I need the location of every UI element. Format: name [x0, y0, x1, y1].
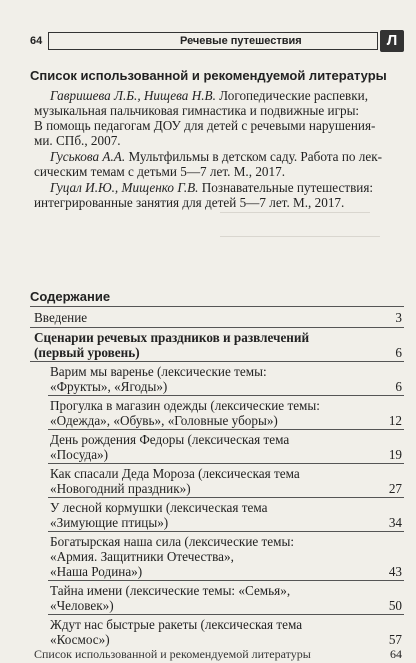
toc-entry-line: Прогулка в магазин одежды (лексические темы:	[50, 398, 320, 413]
toc-entry-line: День рождения Федоры (лексическая тема	[50, 432, 290, 447]
toc-page-number: 64	[390, 647, 402, 661]
entry-text: Логопедические распевки,	[215, 88, 369, 103]
entry-text: Познавательные путешествия:	[198, 180, 374, 195]
entry-authors: Гуцал И.Ю., Мищенко Г.В.	[50, 180, 199, 195]
entry-line: музыкальная пальчиковая гимнастика и подвижные игры:	[34, 103, 360, 118]
toc-divider	[48, 395, 404, 396]
toc-page-number: 34	[388, 515, 402, 530]
toc-page-number: 12	[388, 413, 402, 428]
toc-entry-line: Как спасали Деда Мороза (лексическая тема	[50, 466, 300, 481]
toc-entry-line: «Армия. Защитники Отечества»,	[50, 549, 234, 564]
bleed-through-line	[220, 236, 380, 237]
toc-entry-line: «Наша Родина»)	[50, 564, 143, 579]
section-badge: Л	[380, 30, 404, 52]
toc-entry-line: Тайна имени (лексические темы: «Семья»,	[50, 583, 291, 598]
entry-line: В помощь педагогам ДОУ для детей с речевыми нарушения-	[34, 118, 376, 133]
toc-entry-line: «Одежда», «Обувь», «Головные уборы»)	[50, 413, 278, 428]
entry-authors: Гуськова А.А.	[50, 149, 126, 164]
toc-entry-line: «Новогодний праздник»)	[50, 481, 191, 496]
toc-divider	[48, 497, 404, 498]
running-header	[30, 30, 404, 52]
entry-authors: Гавришева Л.Б., Нищева Н.В.	[50, 88, 216, 103]
toc-page-number: 6	[395, 345, 402, 360]
toc-entry-line: Варим мы варенье (лексические темы:	[50, 364, 267, 379]
entry-line	[50, 180, 373, 195]
toc-page-number: 3	[395, 310, 402, 325]
toc-entry-line: «Фрукты», «Ягоды»)	[50, 379, 168, 394]
toc-entry-line: Ждут нас быстрые ракеты (лексическая тема	[50, 617, 303, 632]
toc-divider	[48, 429, 404, 430]
toc-page-number: 57	[388, 632, 402, 647]
toc-section-line: (первый уровень)	[34, 345, 140, 360]
toc-entry-label: Введение	[34, 310, 88, 325]
bleed-through-line	[220, 212, 370, 213]
toc-entry-line: У лесной кормушки (лексическая тема	[50, 500, 268, 515]
entry-line: сическим темам с детьми 5—7 лет. М., 2017.	[34, 164, 285, 179]
entry-line: ми. СПб., 2007.	[34, 133, 121, 148]
toc-page-number: 19	[388, 447, 402, 462]
entry-text: Мультфильмы в детском саду. Работа по лек-	[125, 149, 383, 164]
toc-divider	[30, 327, 404, 328]
toc-page-number: 6	[395, 379, 402, 394]
toc-page-number: 43	[388, 564, 402, 579]
toc-entry-line: «Посуда»)	[50, 447, 109, 462]
entry-line	[50, 88, 368, 103]
page-number: 64	[30, 35, 43, 47]
bibliography-heading: Список использованной и рекомендуемой литературы	[30, 68, 387, 83]
toc-section-line: Сценарии речевых праздников и развлечений	[34, 330, 310, 345]
toc-divider	[48, 580, 404, 581]
toc-page-number: 50	[388, 598, 402, 613]
toc-entry-line: «Человек»)	[50, 598, 114, 613]
running-title: Речевые путешествия	[180, 35, 302, 47]
toc-entry-line: Богатырская наша сила (лексические темы:	[50, 534, 295, 549]
toc-divider	[30, 361, 404, 362]
toc-divider	[48, 614, 404, 615]
contents-heading: Содержание	[30, 289, 111, 304]
toc-entry-line: «Зимующие птицы»)	[50, 515, 169, 530]
toc-entry-line: «Космос»)	[50, 632, 110, 647]
entry-line	[50, 149, 382, 164]
toc-entry-line-part: Список использованной и рекомендуемой	[34, 647, 249, 661]
toc-entry-line	[34, 647, 311, 661]
toc-divider	[48, 463, 404, 464]
toc-divider	[48, 531, 404, 532]
toc-page-number: 27	[388, 481, 402, 496]
contents-rule	[30, 306, 404, 307]
entry-line: интегрированные занятия для детей 5—7 лет. М., 2017.	[34, 195, 345, 210]
toc-entry-line-part: литературы	[251, 647, 311, 661]
